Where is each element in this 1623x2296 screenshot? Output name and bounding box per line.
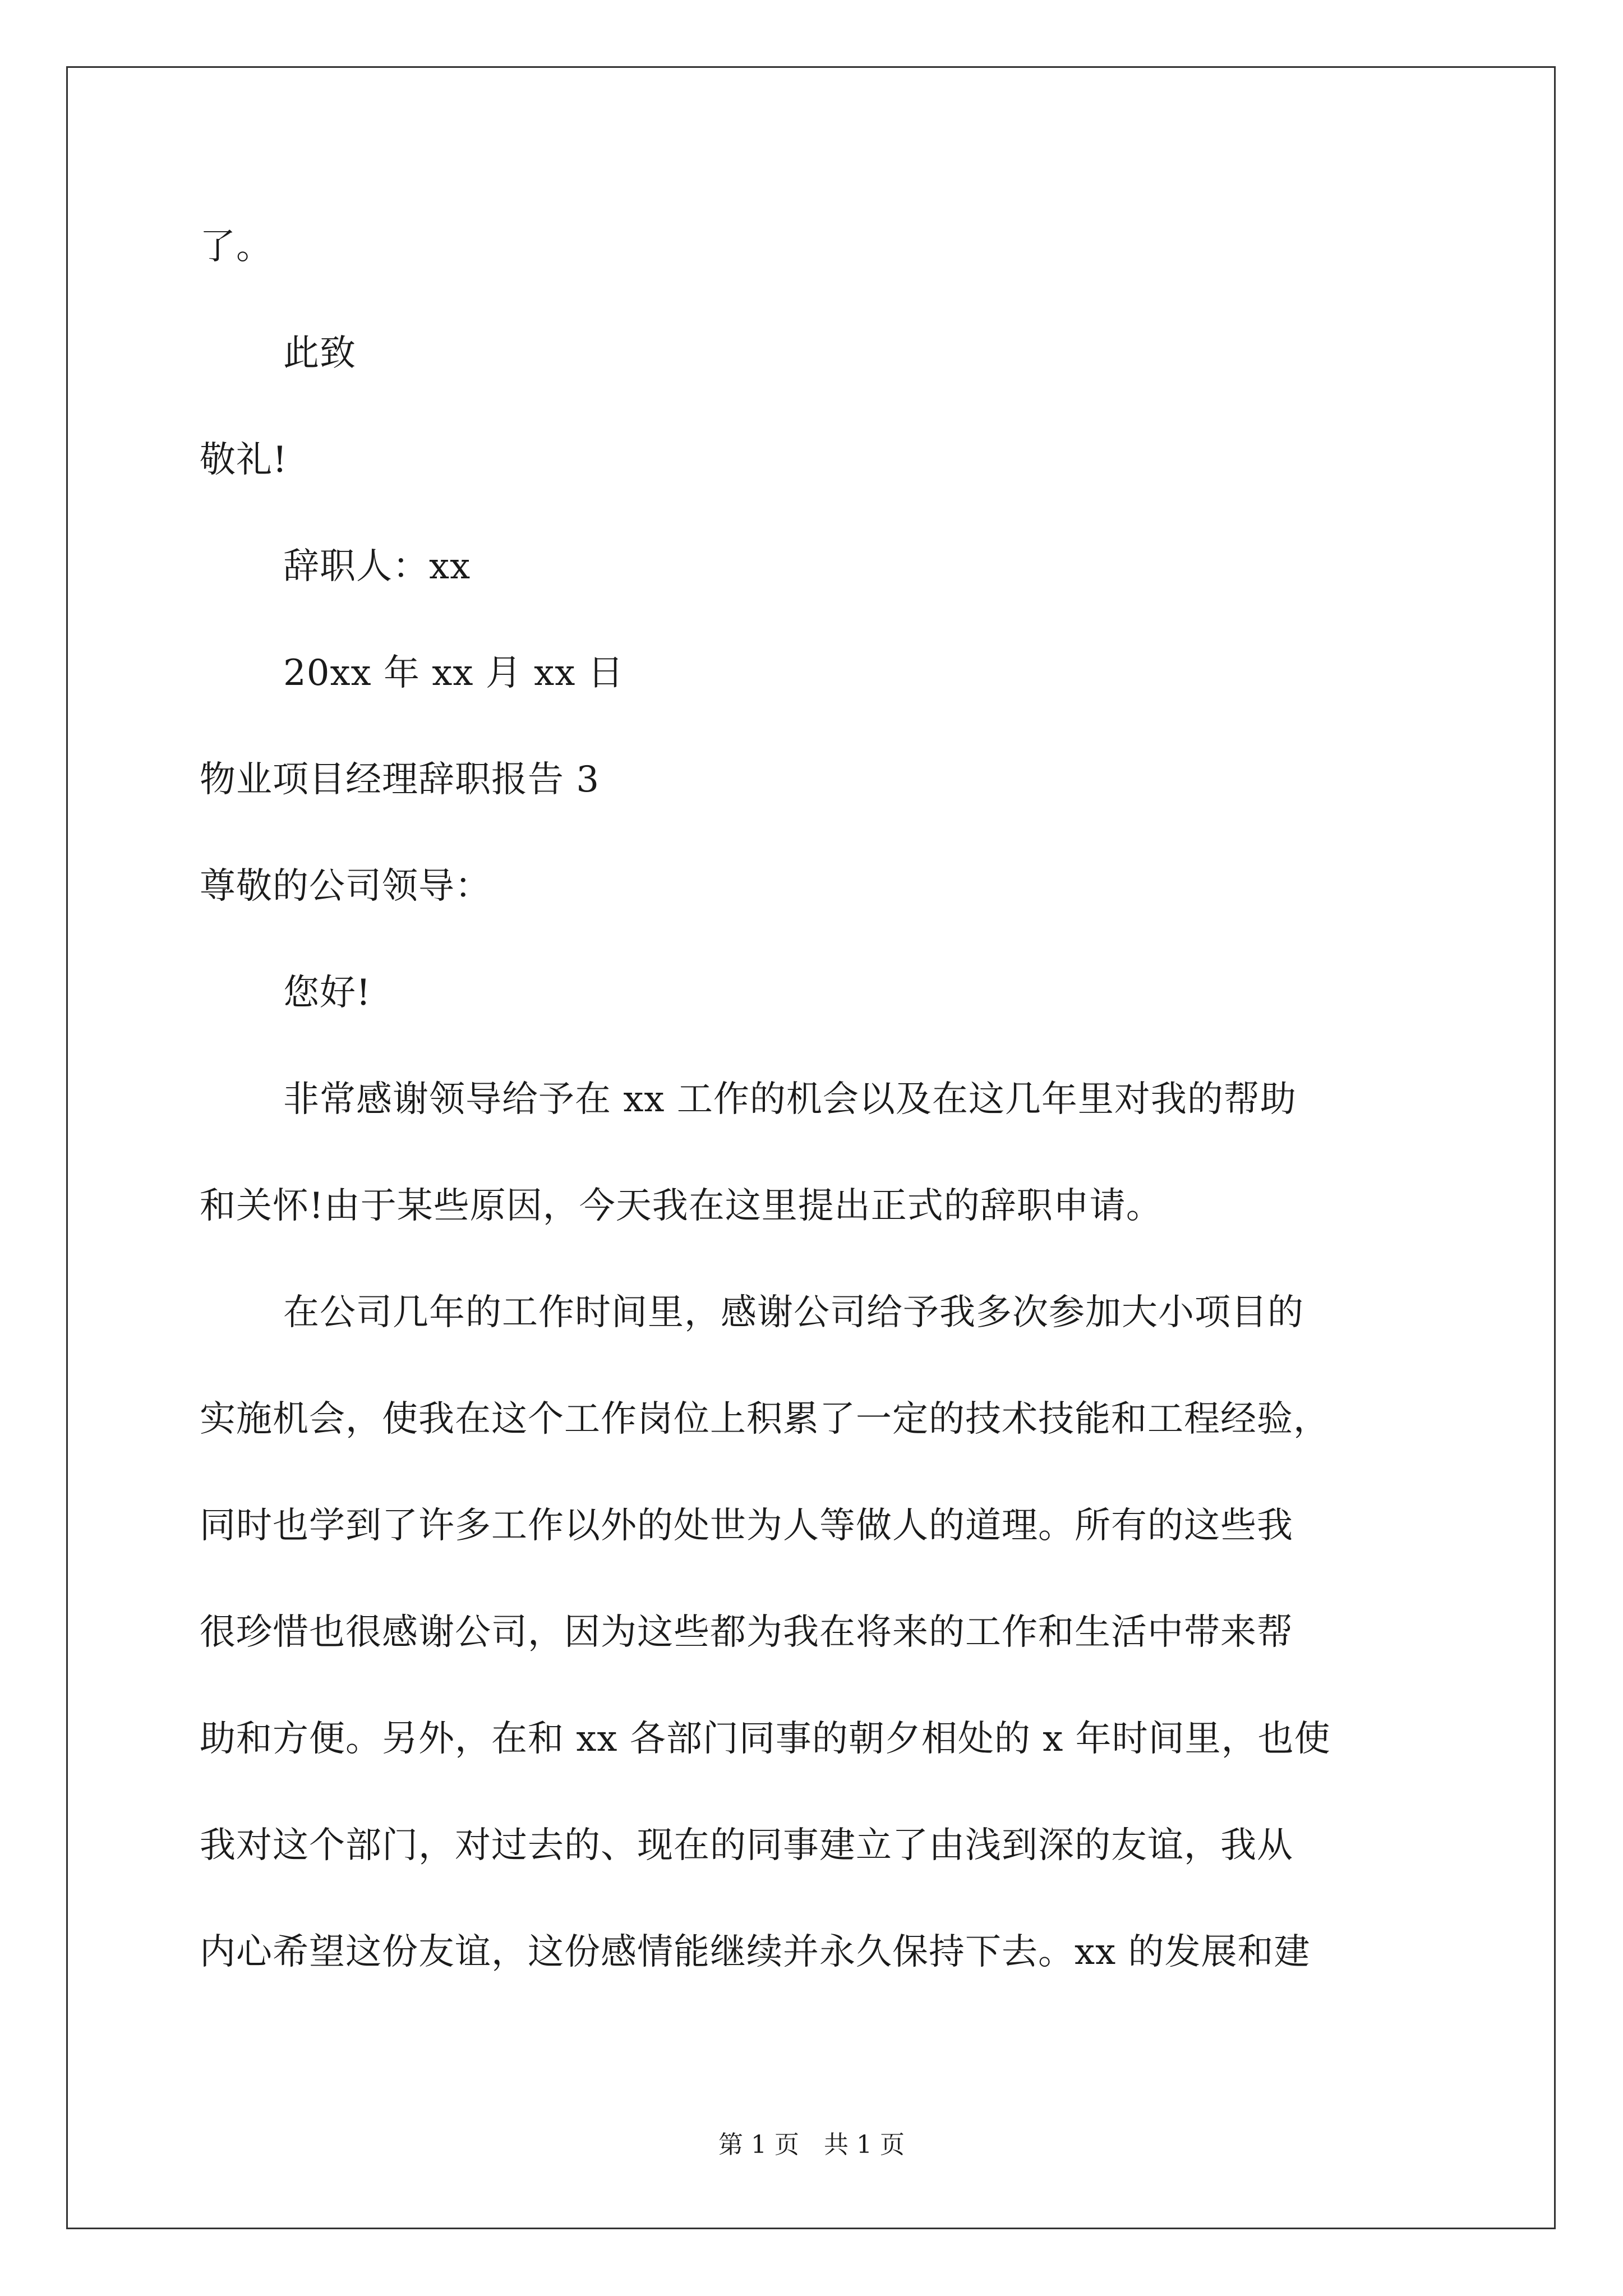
text-line-closing: 此致 [283,333,356,374]
paragraph-2-line-3: 同时也学到了许多工作以外的处世为人等做人的道理。所有的这些我 [200,1505,1293,1547]
text-line-1: 了。 [200,226,273,268]
paragraph-2-line-7: 内心希望这份友谊，这份感情能继续并永久保持下去。xx 的发展和建 [200,1931,1311,1973]
page-footer: 第 1 页 共 1 页 [718,2131,905,2159]
text-line-greeting: 您好! [283,972,371,1014]
paragraph-2-line-2: 实施机会，使我在这个工作岗位上积累了一定的技术技能和工程经验， [200,1398,1330,1440]
paragraph-1-line-2: 和关怀!由于某些原因，今天我在这里提出正式的辞职申请。 [200,1185,1163,1227]
paragraph-2-line-4: 很珍惜也很感谢公司，因为这些都为我在将来的工作和生活中带来帮 [200,1612,1293,1653]
section-title: 物业项目经理辞职报告 3 [200,759,600,800]
text-line-date: 20xx 年 xx 月 xx 日 [283,652,624,694]
paragraph-2-line-5: 助和方便。另外，在和 xx 各部门同事的朝夕相处的 x 年时间里，也使 [200,1718,1331,1760]
paragraph-1-line-1: 非常感谢领导给予在 xx 工作的机会以及在这几年里对我的帮助 [283,1079,1297,1120]
text-line-salutation: 尊敬的公司领导： [200,866,491,907]
text-line-signer: 辞职人：xx [283,546,471,587]
paragraph-2-line-6: 我对这个部门，对过去的、现在的同事建立了由浅到深的友谊，我从 [200,1825,1293,1866]
text-line-salute: 敬礼! [200,439,288,481]
paragraph-2-line-1: 在公司几年的工作时间里，感谢公司给予我多次参加大小项目的 [283,1292,1304,1333]
page-border [66,66,1556,2229]
